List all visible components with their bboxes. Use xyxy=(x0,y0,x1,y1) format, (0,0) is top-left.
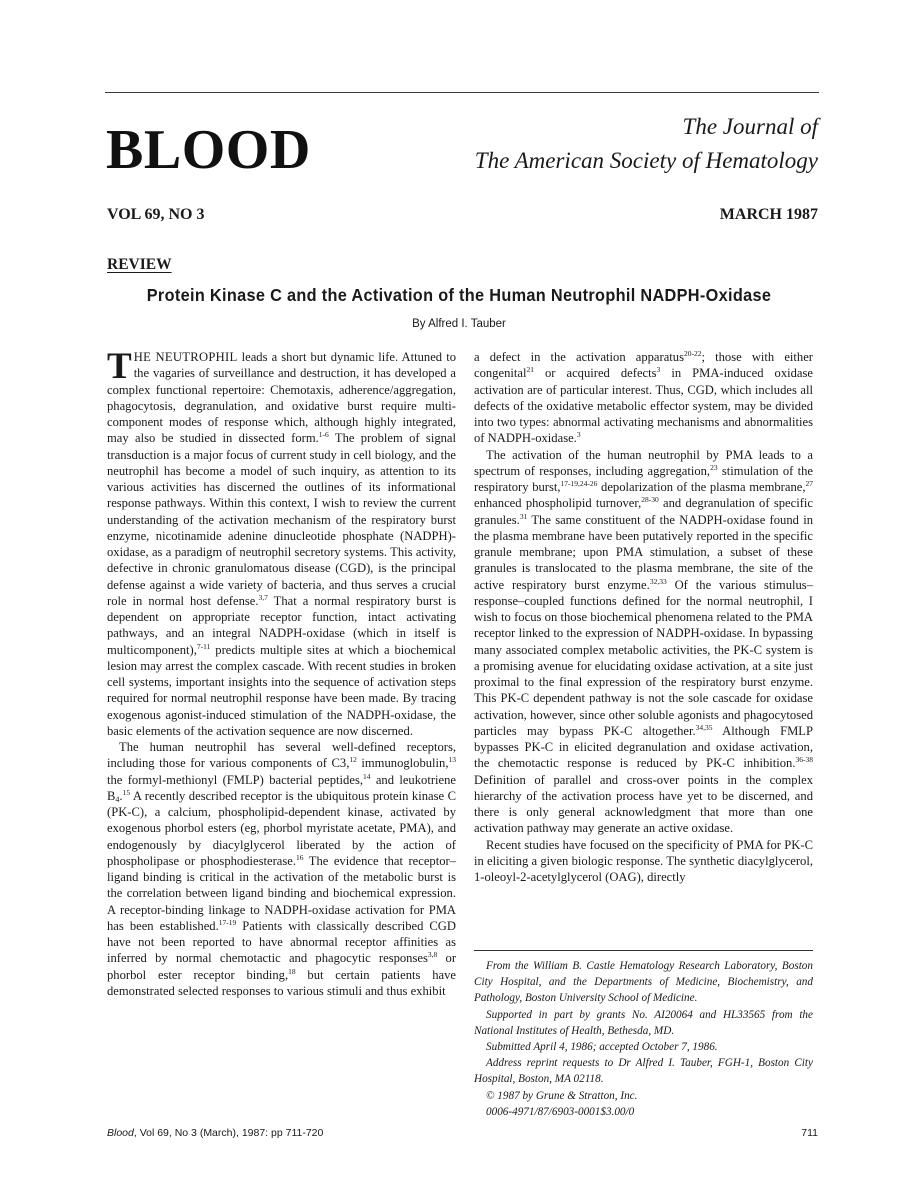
footnote-submission-dates: Submitted April 4, 1986; accepted October 7, 1986. xyxy=(486,1041,718,1054)
body-column-left xyxy=(107,346,457,999)
citation-superscript: 36-38 xyxy=(795,755,813,765)
author-byline: By Alfred I. Tauber xyxy=(412,318,506,330)
citation-superscript: 27 xyxy=(805,479,813,488)
top-rule xyxy=(105,92,819,93)
citation-superscript: 3 xyxy=(656,365,661,375)
page-number: 711 xyxy=(801,1127,818,1139)
citation-superscript: 28-30 xyxy=(641,495,659,505)
citation-superscript: 3,7 xyxy=(258,592,268,602)
paragraph-text: The activation of the human neutrophil by PMA leads to a spectrum of responses, including aggregation,$^{23}$ stimulation of the respiratory burst,$^{17-19,24-26}$ depolarization of the plasma membrane,$^{27}$ enhanced phospholipid turnover,$^{28-30}$ and degranulation of specific granules.$^{31}$ The same constituent of the NADPH-oxidase found in the plasma membrane have been putatively reported in the specific granule membrane; upon PMA stimulation, a subset of these granules is translocated to the plasma membrane, the site of the active respiratory burst enzyme.$^{32,33}$ Of the various stimulus–response–coupled functions defined for the normal neutrophil, I wish to focus on those biochemical phenomena related to the PMA receptor linked to the expression of NADPH-oxidase. In bypassing many associated complex metabolic activities, the PK-C system is a promising avenue for elucidating oxidase activation, at a site just proximal to the final expression of the respiratory burst enzyme. This PK-C dependent pathway is not the sole cascade for oxidase activation, however, since other soluble agonists and phagocytosed particles may bypass PK-C altogether.$^{34,35}$ Although FMLP bypasses PK-C in elicited degranulation and oxidase activation, the chemotactic response is reduced by PK-C inhibition.$^{36-38}$ Definition of parallel and cross-over points in the complex hierarchy of the activation process have yet to be discerned, and there is only general acknowledgment that more than one activation pathway may generate an active oxidase. xyxy=(474,447,814,836)
body-paragraph xyxy=(474,837,813,886)
footnote-reprint-address: Address reprint requests to Dr Alfred I. Tauber, FGH-1, Boston City Hospital, Boston, MA 02118. xyxy=(474,1057,813,1086)
citation-superscript: 17-19,24-26 xyxy=(560,479,598,488)
article-title: Protein Kinase C and the Activation of the Human Neutrophil NADPH-Oxidase xyxy=(146,285,772,305)
citation-superscript: 13 xyxy=(448,755,456,765)
footer-citation xyxy=(107,1127,323,1140)
body-paragraph xyxy=(107,739,456,999)
paragraph-text: a defect in the activation apparatus$^{20-22}$; those with either congenital$^{21}$ or acquired defects$^3$ in PMA-induced oxidase activation are of particular interest. Thus, CGD, which includes all defects of the oxidative metabolic effector system, may be divided into two types: abnormal activating mechanisms and abnormalities of NADPH-oxidase.$^3$ xyxy=(474,349,813,446)
paragraph-text: leads a short but dynamic life. Attuned to the vagaries of surveillance and destruction, it has developed a complex functional repertoire: Chemotaxis, adherence/aggregation, phagocytosis, degranulation, and oxidative burst require multi-component modes of response which, although highly integrated, may also be studied in dissected form.$^{1-6}$ The problem of signal transduction is a major focus of current study in cell biology, and the neutrophil has become a model of such inquiry, as attention to its various activities has discerned the outlines of its informational response pathways. Within this context, I wish to review the current understanding of the activation mechanism of the respiratory burst enzyme, nicotinamide adenine dinucleotide phosphate (NADPH)-oxidase, as a paradigm of neutrophil secretory systems. This activity, defective in chronic granulomatous disease (CGD), is the principal defense against a wide variety of bacteria, and thus serves a crucial role in normal host defense.$^{3,7}$ That a normal respiratory burst is dependent on appropriate receptor function, intact activating pathways, and an integral NADPH-oxidase (which in itself is multicomponent),$^{7-11}$ predicts multiple sites at which a biochemical lesion may arrest the complex cascade. With recent studies in broken cell systems, important insights into the sequence of activation steps required for normal neutrophil response have been made. By tracing exogenous agonist-induced stimulation of the NADPH-oxidase, the basic elements of the activation sequence are now discerned. xyxy=(107,350,456,738)
footnotes xyxy=(474,958,813,1120)
citation-superscript: 1-6 xyxy=(318,430,329,440)
body-paragraph xyxy=(474,447,813,837)
citation-superscript: 20-22 xyxy=(684,349,702,358)
citation-superscript: 34,35 xyxy=(695,722,713,732)
issue-volume: VOL 69, NO 3 xyxy=(107,206,205,223)
citation-superscript: 32,33 xyxy=(649,576,667,586)
citation-superscript: 17-19 xyxy=(218,917,237,927)
body-column-right xyxy=(474,349,813,885)
footnote-grants: Supported in part by grants No. AI20064 and HL33565 from the National Institutes of Health, Bethesda, MD. xyxy=(474,1008,813,1037)
journal-subtitle: The Journal of xyxy=(682,114,818,139)
citation-superscript: 31 xyxy=(519,511,528,521)
footnote-rule xyxy=(474,950,813,951)
citation-superscript: 15 xyxy=(122,787,131,797)
paragraph-text: Recent studies have focused on the specificity of PMA for PK-C in eliciting a given biologic response. The synthetic diacylglycerol, 1-oleoyl-2-acetylglycerol (OAG), directly xyxy=(474,837,813,884)
subscript: 4 xyxy=(115,794,120,804)
footnote-affiliation: From the William B. Castle Hematology Research Laboratory, Boston City Hospital, and the Departments of Medicine, Biochemistry, and Pathology, Boston University School of Medicine. xyxy=(474,960,813,1005)
citation-superscript: 3,8 xyxy=(427,950,438,960)
footer-citation-text: , Vol 69, No 3 (March), 1987: pp 711-720 xyxy=(133,1127,324,1139)
citation-superscript: 18 xyxy=(288,966,296,976)
footnote-code: 0006-4971/87/6903-0001$3.00/0 xyxy=(486,1105,635,1118)
drop-cap: T xyxy=(107,346,132,387)
society-name: The American Society of Hematology xyxy=(474,148,818,173)
footnote-copyright: © 1987 by Grune & Stratton, Inc. xyxy=(486,1089,638,1102)
journal-masthead-title: BLOOD xyxy=(106,119,311,181)
paragraph-text: The human neutrophil has several well-defined receptors, including those for various components of C3,12 immunoglobulin,$^{13}$ the formyl-methionyl (FMLP) bacterial peptides,$^{14}$ and leukotriene $B_4.^{15}$ A recently described receptor is the ubiquitous protein kinase C (PK-C), a calcium, phospholipid-dependent kinase, activated by exogenous phorbol esters (eg, phorbol myristate acetate, PMA), and endogenously by diacylglycerol liberated by the action of phospholipase or phosphodiesterase.$^{16}$ The evidence that receptor–ligand binding is critical in the activation of the metabolic burst is the correlation between ligand binding and biochemical expression. A receptor-binding linkage to NADPH-oxidase activation for PMA has been established.$^{17-19}$ Patients with classically described CGD have not been reported to have abnormal receptor affinities as inferred by normal chemotactic and phagocytic responses$^{3,8}$ or phorbol ester receptor binding,$^{18}$ but certain patients have demonstrated selected responses to various stimuli and thus exhibit xyxy=(107,740,457,998)
citation-superscript: 23 xyxy=(710,462,718,472)
citation-superscript: 3 xyxy=(576,430,581,440)
lead-caps: HE NEUTROPHIL xyxy=(133,350,238,364)
section-label: REVIEW xyxy=(107,256,172,273)
citation-superscript: 7-11 xyxy=(196,641,211,651)
citation-superscript: 16 xyxy=(296,852,304,862)
issue-date: MARCH 1987 xyxy=(719,206,818,223)
body-paragraph xyxy=(107,346,456,739)
citation-superscript: 21 xyxy=(526,365,534,375)
footer-journal-name: Blood xyxy=(107,1127,134,1139)
citation-superscript: 12 xyxy=(349,755,357,765)
citation-superscript: 14 xyxy=(363,771,371,781)
body-paragraph-continued xyxy=(474,349,813,447)
